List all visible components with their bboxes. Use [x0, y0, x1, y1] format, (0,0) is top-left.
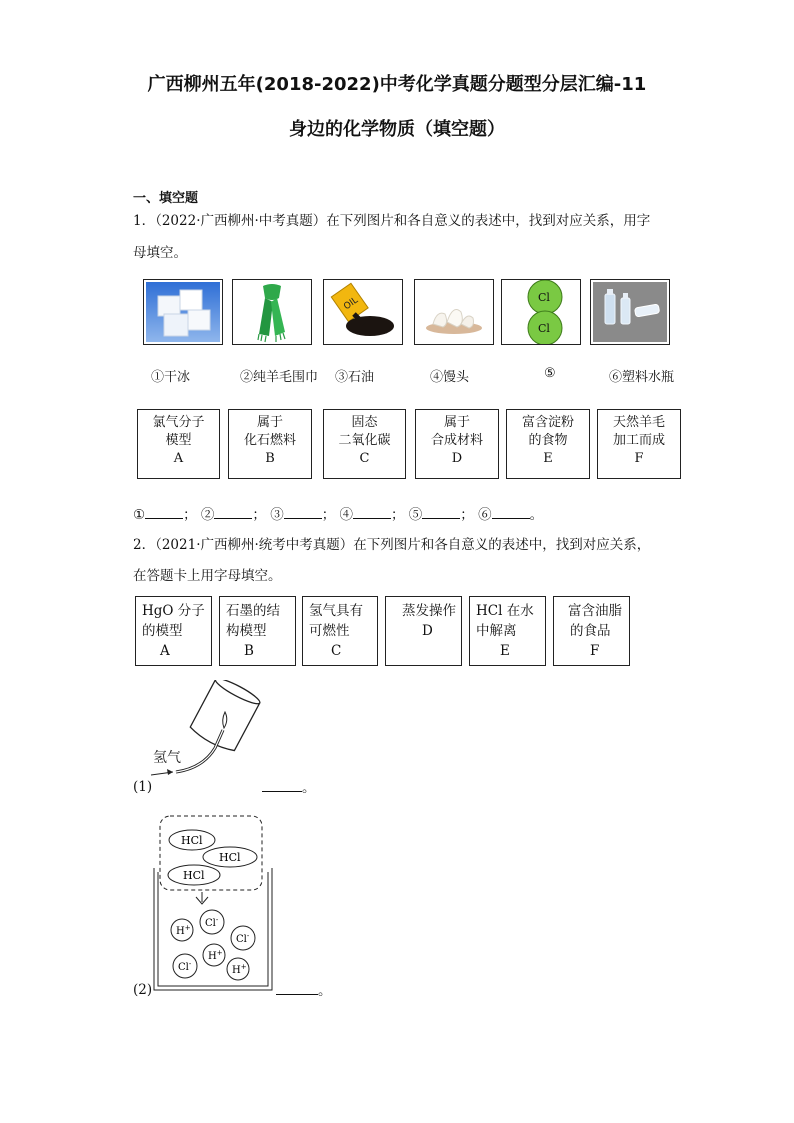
ion-label: Cl- — [178, 960, 192, 973]
q2-sub2-answer: 。 — [276, 980, 332, 1001]
caption-2: ②纯羊毛围巾 — [240, 370, 319, 385]
q1-option-e: 富含淀粉 的食物 E — [506, 409, 590, 479]
ion-label: Cl- — [236, 932, 250, 945]
chlorine-molecule-icon — [502, 280, 580, 344]
answer-blank-6[interactable] — [492, 504, 530, 519]
dry-ice-image — [143, 279, 223, 345]
q2-sub1-answer: 。 — [262, 777, 316, 798]
hydrogen-label: 氢气 — [153, 750, 181, 766]
caption-4: ④馒头 — [430, 370, 470, 385]
answer-blank-1[interactable] — [145, 504, 183, 519]
buns-image — [414, 279, 494, 345]
ion-label: Cl- — [205, 916, 219, 929]
oil-barrel-icon — [324, 280, 402, 344]
atom-label: Cl — [538, 322, 550, 335]
hcl-molecule-label: HCl — [219, 851, 241, 864]
q2-option-e: HCl 在水 中解离 E — [469, 596, 546, 666]
hcl-molecule-label: HCl — [181, 834, 203, 847]
wool-scarf-icon — [233, 280, 311, 344]
chlorine-molecule-image — [501, 279, 581, 345]
caption-3: ③石油 — [335, 370, 375, 385]
hcl-molecule-label: HCl — [183, 869, 205, 882]
q1-option-d: 属于 合成材料 D — [415, 409, 499, 479]
q1-prompt-line1: 1．（2022·广西柳州·中考真题）在下列图片和各自意义的表述中，找到对应关系，用字 — [133, 213, 651, 229]
steamed-buns-icon — [415, 280, 493, 344]
q2-sub1-number: (1) — [133, 779, 153, 795]
ion-label: H+ — [208, 949, 223, 962]
answer-blank-3[interactable] — [284, 504, 322, 519]
q2-option-d: 蒸发操作 D — [385, 596, 462, 666]
plastic-bottles-icon — [591, 280, 669, 344]
oil-image — [323, 279, 403, 345]
q1-option-a: 氯气分子 模型 A — [137, 409, 220, 479]
hcl-dissociation-diagram — [150, 812, 275, 994]
doc-title-line1: 广西柳州五年(2018-2022)中考化学真题分题型分层汇编-11 — [147, 74, 647, 95]
ion-label: H+ — [232, 963, 247, 976]
answer-blank-4[interactable] — [353, 504, 391, 519]
caption-1: ①干冰 — [151, 370, 191, 385]
q2-option-b: 石墨的结 构模型 B — [219, 596, 296, 666]
wool-scarf-image — [232, 279, 312, 345]
answer-blank-5[interactable] — [422, 504, 460, 519]
svg-text:OIL: OIL — [342, 295, 361, 313]
q1-option-b: 属于 化石燃料 B — [228, 409, 312, 479]
q2-option-c: 氢气具有 可燃性 C — [302, 596, 378, 666]
q1-option-c: 固态 二氧化碳 C — [323, 409, 406, 479]
dry-ice-icon — [144, 280, 222, 344]
q1-prompt-line2: 母填空。 — [133, 245, 187, 261]
q2-option-f: 富含油脂 的食品 F — [553, 596, 630, 666]
plastic-bottles-image — [590, 279, 670, 345]
q1-option-f: 天然羊毛 加工而成 F — [597, 409, 681, 479]
q2-option-a: HgO 分子 的模型 A — [135, 596, 212, 666]
q2-prompt-line2: 在答题卡上用字母填空。 — [133, 568, 282, 584]
answer-blank-2[interactable] — [214, 504, 252, 519]
hydrogen-burning-diagram — [145, 680, 275, 785]
ion-label: H+ — [176, 924, 191, 937]
sub2-answer-blank[interactable] — [276, 980, 318, 995]
q2-sub2-number: (2) — [133, 982, 153, 998]
section-heading: 一、填空题 — [133, 191, 199, 206]
caption-6: ⑥塑料水瓶 — [609, 370, 675, 385]
atom-label: Cl — [538, 291, 550, 304]
q2-prompt-line1: 2．（2021·广西柳州·统考中考真题）在下列图片和各自意义的表述中，找到对应关系， — [133, 537, 651, 553]
sub1-answer-blank[interactable] — [262, 777, 302, 792]
caption-5: ⑤ — [544, 366, 556, 381]
doc-title-line2: 身边的化学物质（填空题） — [289, 119, 505, 140]
q1-answer-line: ① ； ② ； ③ ； ④ ； ⑤ ； ⑥ 。 — [133, 504, 543, 525]
